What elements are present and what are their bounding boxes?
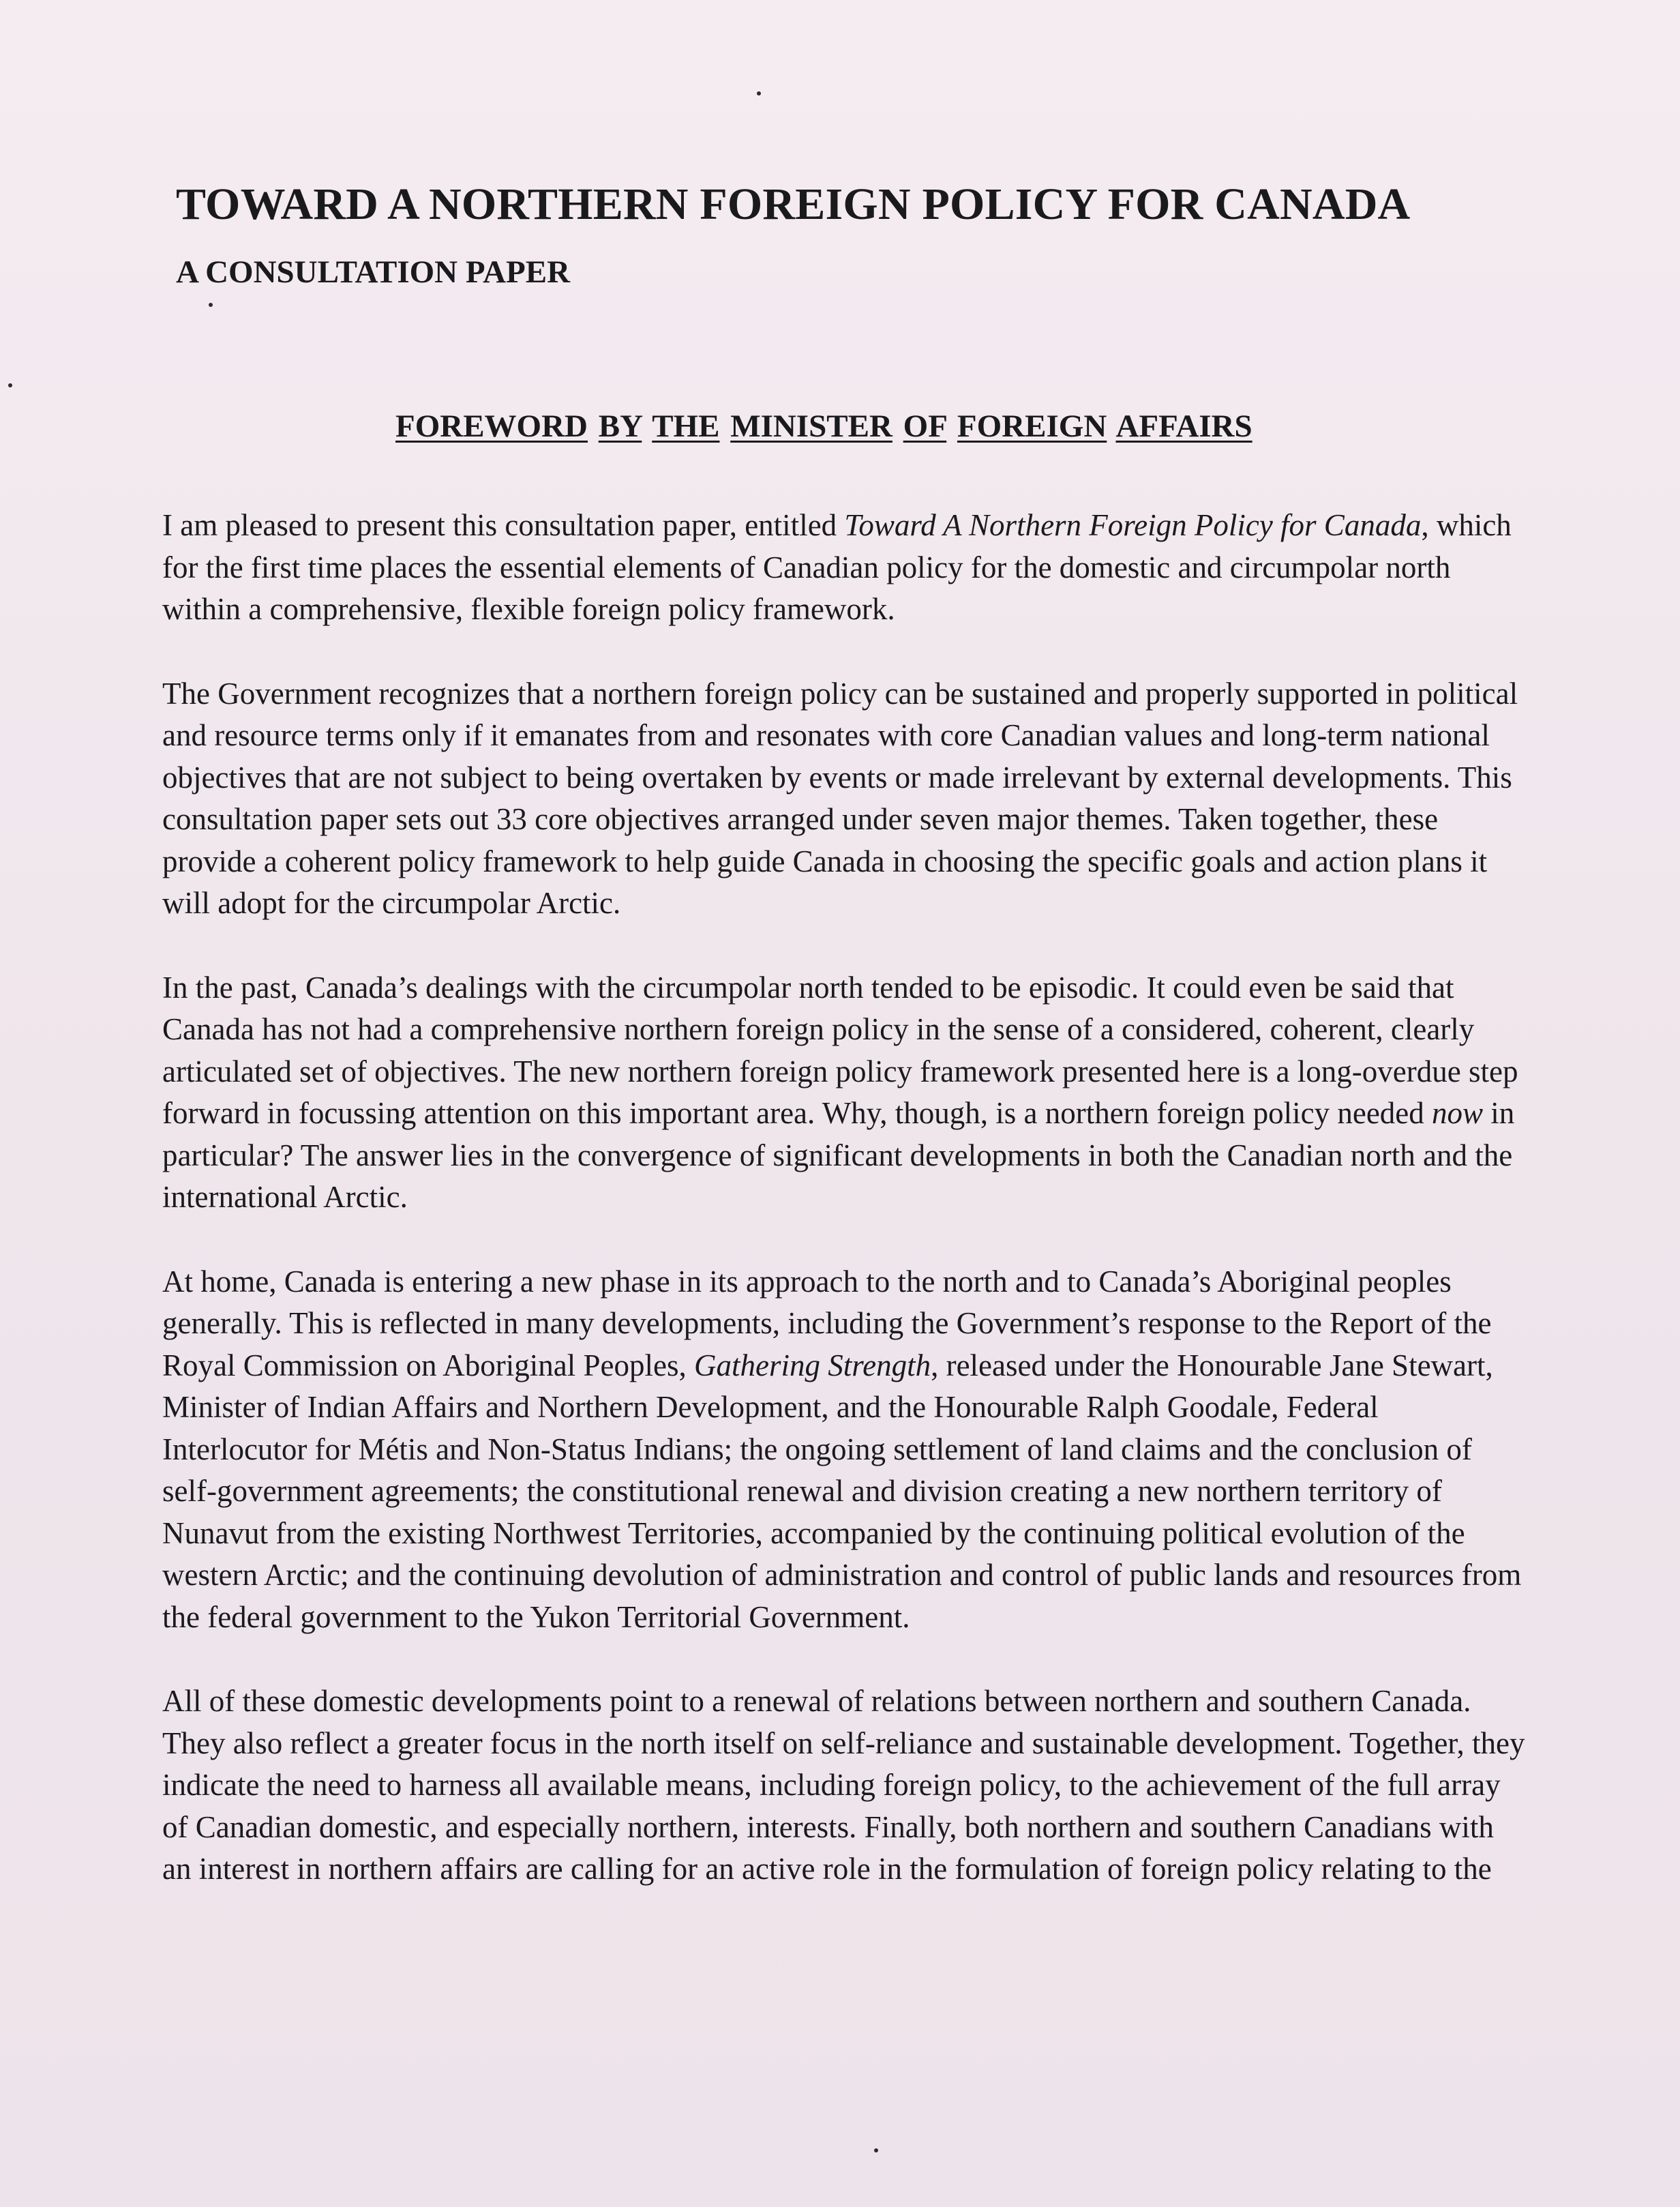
- paragraph-text: in particular? The answer lies in the convergence of significant developments in both the Canadian north and the international Arctic.: [162, 1096, 1515, 1214]
- document-subtitle: A CONSULTATION PAPER: [176, 254, 571, 290]
- speck-mark: [757, 91, 761, 95]
- speck-mark: [209, 303, 213, 307]
- paragraph-text: In the past, Canada’s dealings with the circumpolar north tended to be episodic. It could even be said that Canada has not had a comprehensive northern foreign policy in the sense of a considered, coherent, clearly articulated set of objectives. The new northern foreign policy framework presented here is a long-overdue step forward in focussing attention on this important area. Why, though, is a northern foreign policy needed: [162, 970, 1518, 1130]
- foreword-word: THE: [652, 409, 720, 444]
- paper-title-italic: Toward A Northern Foreign Policy for Canada: [844, 508, 1422, 542]
- foreword-word: AFFAIRS: [1115, 409, 1252, 444]
- paragraph-4: [162, 1261, 1526, 1639]
- foreword-word: OF: [903, 409, 947, 444]
- foreword-word: BY: [598, 409, 642, 444]
- paragraph-text: , released under the Honourable Jane Stewart, Minister of Indian Affairs and Northern Development, and the Honourable Ralph Goodale, Federal Interlocutor for Métis and Non-Status Indians; the ongoing settlement of land claims and the conclusion of self-government agreements; the constitutional renewal and division creating a new northern territory of Nunavut from the existing Northwest Territories, accompanied by the continuing political evolution of the western Arctic; and the continuing devolution of administration and control of public lands and resources from the federal government to the Yukon Territorial Government.: [162, 1348, 1522, 1634]
- paragraph-3: [162, 967, 1526, 1219]
- report-title-italic: Gathering Strength: [694, 1348, 931, 1382]
- paragraph-5: All of these domestic developments point to a renewal of relations between northern and southern Canada. They also reflect a greater focus in the north itself on self-reliance and sustainable development. Together, they indicate the need to harness all available means, including foreign policy, to the achievement of the full array of Canadian domestic, and especially northern, interests. Finally, both northern and southern Canadians with an interest in northern affairs are calling for an active role in the formulation of foreign policy relating to the: [162, 1684, 1525, 1886]
- paragraph-1: [162, 505, 1526, 631]
- paragraph-2: The Government recognizes that a northern foreign policy can be sustained and properly supported in political and resource terms only if it emanates from and resonates with core Canadian values and long-term national objectives that are not subject to being overtaken by events or made irrelevant by external developments. This consultation paper sets out 33 core objectives arranged under seven major themes. Taken together, these provide a coherent policy framework to help guide Canada in choosing the specific goals and action plans it will adopt for the circumpolar Arctic.: [162, 676, 1518, 920]
- body-text: [162, 505, 1526, 1933]
- speck-mark: [874, 2148, 878, 2152]
- speck-mark: [8, 383, 12, 387]
- paragraph-text: I am pleased to present this consultation paper, entitled: [162, 508, 845, 542]
- paragraph-text: At home, Canada is entering a new phase in its approach to the north and to Canada’s Aboriginal peoples generally. This is reflected in many developments, including the Government’s response to the Report of the Royal Commission on Aboriginal Peoples,: [162, 1264, 1492, 1382]
- foreword-heading: [395, 408, 1252, 445]
- document-title: TOWARD A NORTHERN FOREIGN POLICY FOR CANADA: [176, 179, 1411, 229]
- foreword-word: MINISTER: [730, 409, 892, 444]
- paragraph-text: , which for the first time places the essential elements of Canadian policy for the domestic and circumpolar north within a comprehensive, flexible foreign policy framework.: [162, 508, 1512, 626]
- emphasis-italic: now: [1432, 1096, 1484, 1130]
- foreword-word: FOREIGN: [957, 409, 1107, 444]
- foreword-word: FOREWORD: [395, 409, 588, 444]
